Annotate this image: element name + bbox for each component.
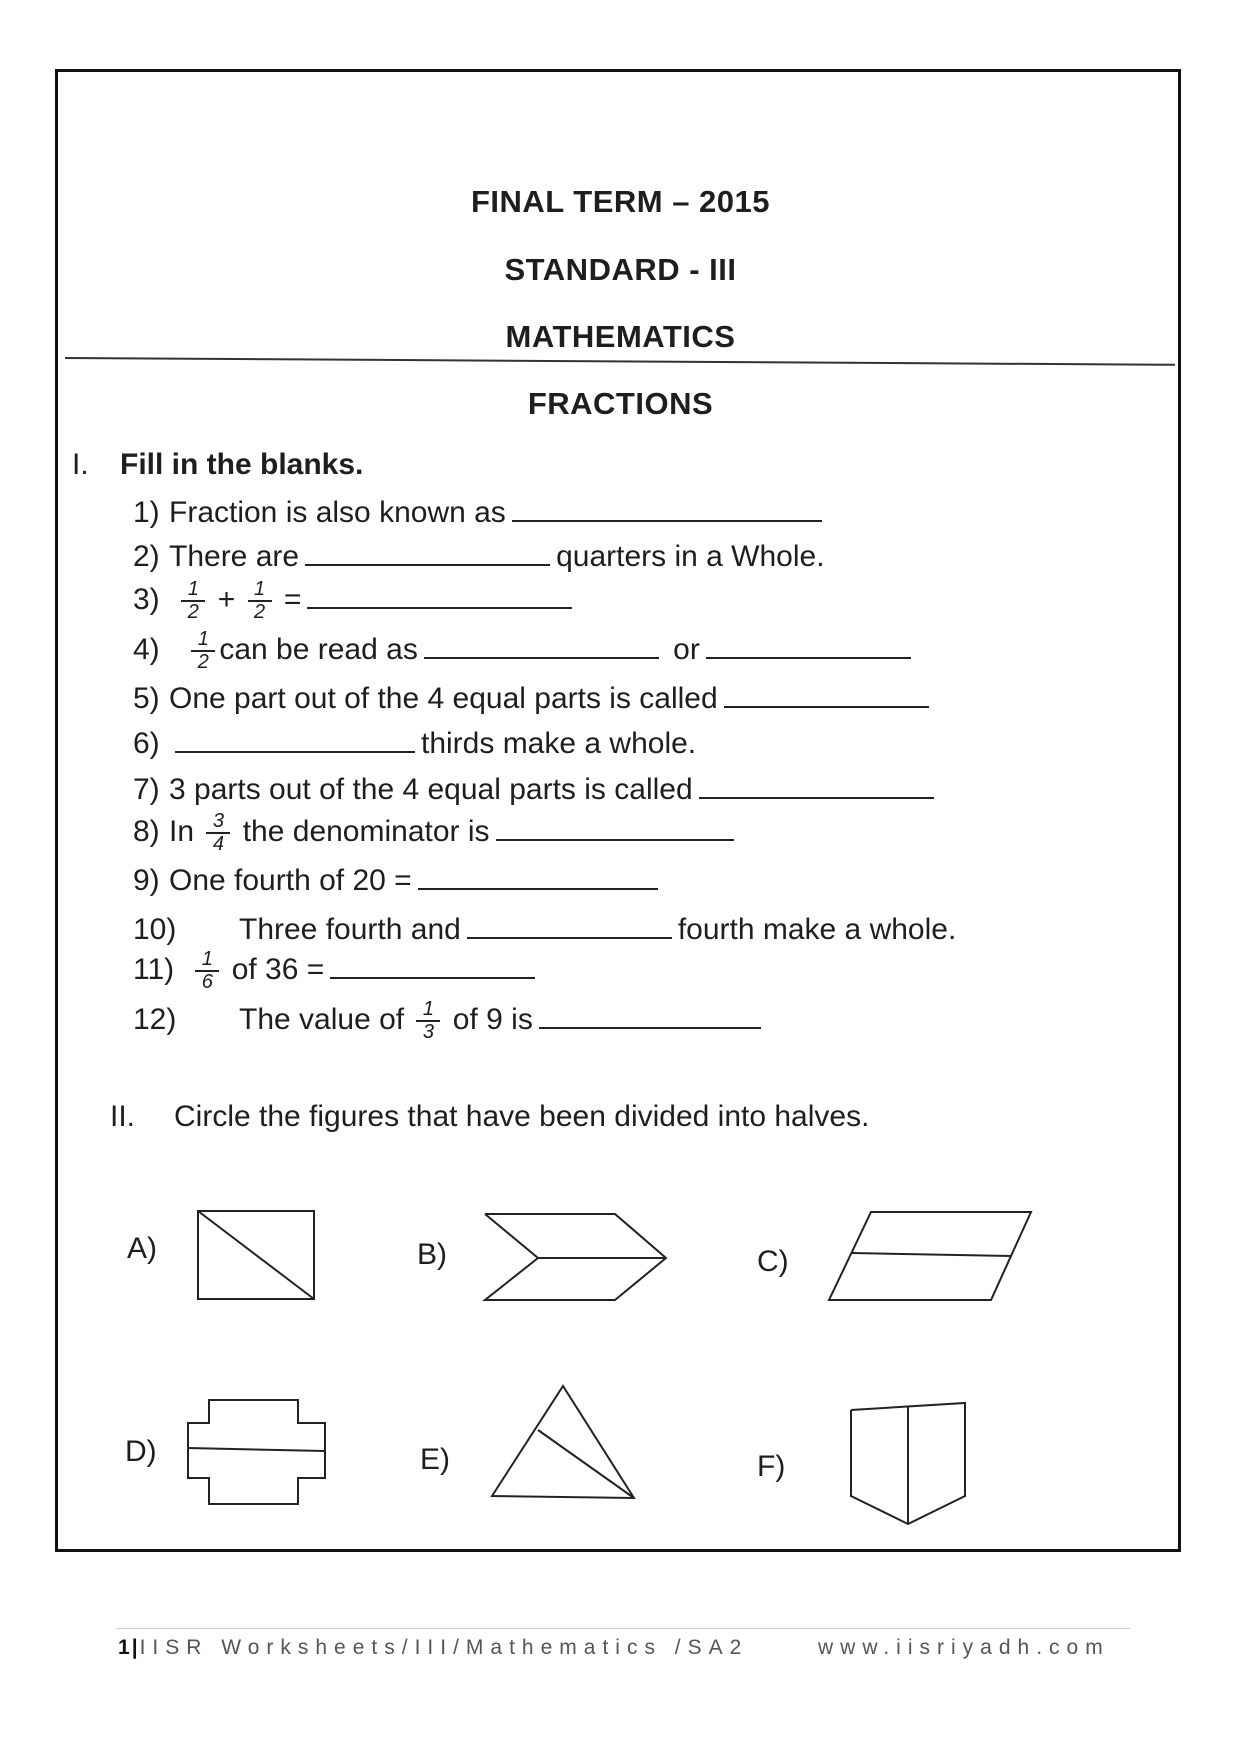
section-1-title: Fill in the blanks. (120, 448, 364, 481)
footer-url[interactable]: www.iisriyadh.com (818, 1636, 1110, 1659)
figure-c-parallelogram[interactable] (825, 1208, 1035, 1303)
question-8: 8) In $\frac{3}{4}$ the denominator is (133, 812, 740, 854)
figure-e-triangle[interactable] (488, 1382, 638, 1504)
figure-a-label: A) (127, 1232, 157, 1265)
standard-title: STANDARD - III (504, 252, 737, 287)
answer-blank[interactable] (330, 953, 535, 979)
section-2-heading (110, 1100, 869, 1134)
section-2-numeral: II. (110, 1100, 136, 1133)
page-number: 1 (118, 1636, 132, 1659)
answer-blank[interactable] (424, 633, 659, 659)
figure-d-label: D) (125, 1435, 157, 1468)
question-7: 7) 3 parts out of the 4 equal parts is called (133, 773, 940, 807)
fraction-one-half: $\frac{1}{2}$ (248, 580, 272, 622)
footer-path: IISR Worksheets/III/Mathematics /SA2 (139, 1636, 749, 1659)
answer-blank[interactable] (539, 1003, 761, 1029)
answer-blank[interactable] (724, 682, 929, 708)
footer-separator: | (131, 1636, 140, 1659)
exam-title: FINAL TERM – 2015 (470, 184, 771, 219)
fraction-one-third: $\frac{1}{3}$ (416, 1000, 440, 1042)
question-5: 5) One part out of the 4 equal parts is called (133, 682, 935, 716)
answer-blank[interactable] (175, 727, 415, 753)
figure-f-label: F) (757, 1450, 786, 1483)
question-2: 2) There are quarters in a Whole. (133, 540, 825, 573)
question-10: 10) Three fourth and fourth make a whole. (133, 913, 957, 946)
question-6: 6) thirds make a whole. (133, 727, 697, 760)
question-11: 11) $\frac{1}{6}$ of 36 = (133, 950, 541, 992)
section-1-numeral: I. (72, 448, 89, 481)
answer-blank[interactable] (496, 815, 734, 841)
figure-b-label: B) (417, 1238, 447, 1271)
question-4: 4) $\frac{1}{2}$ can be read as or (133, 630, 917, 672)
answer-blank[interactable] (307, 583, 572, 609)
topic-title: FRACTIONS (527, 386, 714, 421)
section-2-title: Circle the figures that have been divided into halves. (174, 1100, 870, 1133)
question-9: 9) One fourth of 20 = (133, 864, 664, 898)
figure-b-chevron[interactable] (480, 1210, 675, 1302)
question-3: 3) $\frac{1}{2}$ + $\frac{1}{2}$ = (133, 580, 578, 622)
answer-blank[interactable] (512, 496, 822, 522)
footer-divider (116, 1628, 1130, 1629)
fraction-one-half: $\frac{1}{2}$ (191, 630, 215, 672)
figure-a-square-diagonal[interactable] (195, 1208, 320, 1303)
fraction-one-sixth: $\frac{1}{6}$ (195, 950, 219, 992)
answer-blank[interactable] (467, 913, 672, 939)
question-1: 1) Fraction is also known as (133, 496, 828, 530)
subject-title: MATHEMATICS (505, 319, 736, 354)
answer-blank[interactable] (418, 864, 658, 890)
fraction-three-quarters: $\frac{3}{4}$ (206, 812, 230, 854)
question-12: 12) The value of $\frac{1}{3}$ of 9 is (133, 1000, 767, 1042)
figure-f-shield[interactable] (848, 1400, 970, 1528)
answer-blank[interactable] (699, 773, 934, 799)
figure-c-label: C) (757, 1245, 789, 1278)
page-footer (118, 1636, 1110, 1660)
section-1-heading (72, 448, 363, 482)
figure-d-cross-shape[interactable] (185, 1396, 330, 1508)
figure-e-label: E) (420, 1443, 450, 1476)
fraction-one-half: $\frac{1}{2}$ (181, 580, 205, 622)
answer-blank[interactable] (305, 540, 550, 566)
answer-blank[interactable] (706, 633, 911, 659)
